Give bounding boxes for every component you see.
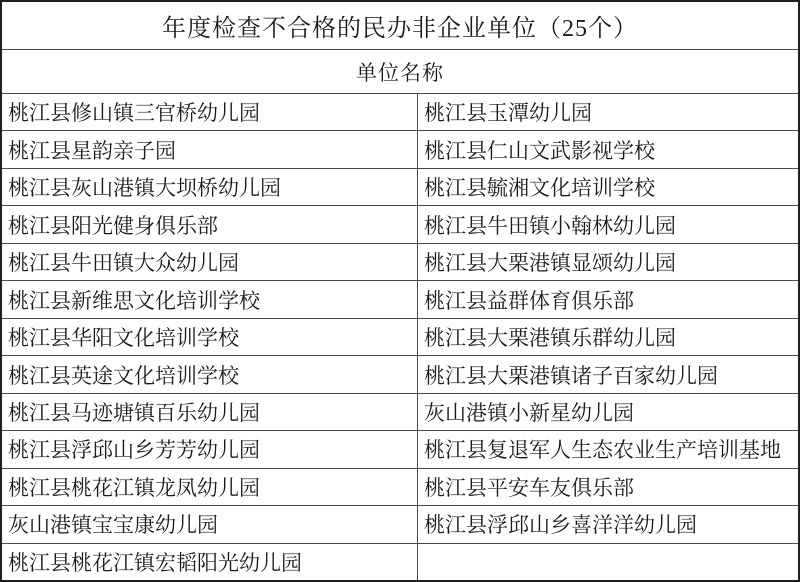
unit-name-cell-right: 桃江县益群体育俱乐部 <box>424 288 634 313</box>
table-body <box>2 94 798 580</box>
table-row <box>2 506 798 543</box>
unit-name-cell-left: 桃江县新维思文化培训学校 <box>2 281 418 317</box>
unit-name-cell-left: 桃江县牛田镇大众幼儿园 <box>2 244 418 280</box>
unit-name-cell-left: 桃江县英途文化培训学校 <box>2 356 418 392</box>
column-header-unit-name: 单位名称 <box>2 50 798 94</box>
unit-name-cell-left: 桃江县星韵亲子园 <box>2 131 418 167</box>
table-row <box>2 281 798 318</box>
table-row <box>2 169 798 206</box>
unit-name-cell-right: 桃江县大栗港镇诸子百家幼儿园 <box>424 363 718 388</box>
unit-name-cell-left: 桃江县马迹塘镇百乐幼儿园 <box>2 394 418 430</box>
table-row <box>2 469 798 506</box>
unit-name-cell-right: 桃江县平安车友俱乐部 <box>424 475 634 500</box>
table-row <box>2 244 798 281</box>
unit-name-cell-left: 桃江县阳光健身俱乐部 <box>2 206 418 242</box>
unit-name-cell-right <box>418 544 798 580</box>
unit-name-cell-right: 桃江县浮邱山乡喜洋洋幼儿园 <box>424 513 697 538</box>
unit-name-cell-left: 灰山港镇宝宝康幼儿园 <box>2 506 418 542</box>
unit-name-cell-left: 桃江县华阳文化培训学校 <box>2 319 418 355</box>
table-title: 年度检查不合格的民办非企业单位（25个） <box>2 2 798 50</box>
unit-name-cell-right: 桃江县大栗港镇乐群幼儿园 <box>424 326 676 351</box>
table-row <box>2 356 798 393</box>
unit-name-cell-right: 桃江县玉潭幼儿园 <box>424 101 592 126</box>
table-row <box>2 206 798 243</box>
unit-name-cell-right: 桃江县仁山文武影视学校 <box>424 138 655 163</box>
table-row <box>2 431 798 468</box>
unit-name-cell-left: 桃江县桃花江镇宏韬阳光幼儿园 <box>2 544 418 580</box>
unit-name-cell-right: 桃江县复退军人生态农业生产培训基地 <box>424 438 781 463</box>
unit-name-cell-right: 桃江县毓湘文化培训学校 <box>424 176 655 201</box>
table-row <box>2 319 798 356</box>
table-row <box>2 394 798 431</box>
unit-name-cell-right: 桃江县牛田镇小翰林幼儿园 <box>424 213 676 238</box>
unit-name-cell-left: 桃江县浮邱山乡芳芳幼儿园 <box>2 431 418 467</box>
unit-name-cell-left: 桃江县灰山港镇大坝桥幼儿园 <box>2 169 418 205</box>
unit-name-cell-right: 灰山港镇小新星幼儿园 <box>424 400 634 425</box>
table-row <box>2 94 798 131</box>
unit-name-cell-right: 桃江县大栗港镇显颂幼儿园 <box>424 251 676 276</box>
table-row <box>2 544 798 580</box>
unit-name-cell-left: 桃江县修山镇三官桥幼儿园 <box>2 94 418 130</box>
table-row <box>2 131 798 168</box>
unit-name-cell-left: 桃江县桃花江镇龙凤幼儿园 <box>2 469 418 505</box>
